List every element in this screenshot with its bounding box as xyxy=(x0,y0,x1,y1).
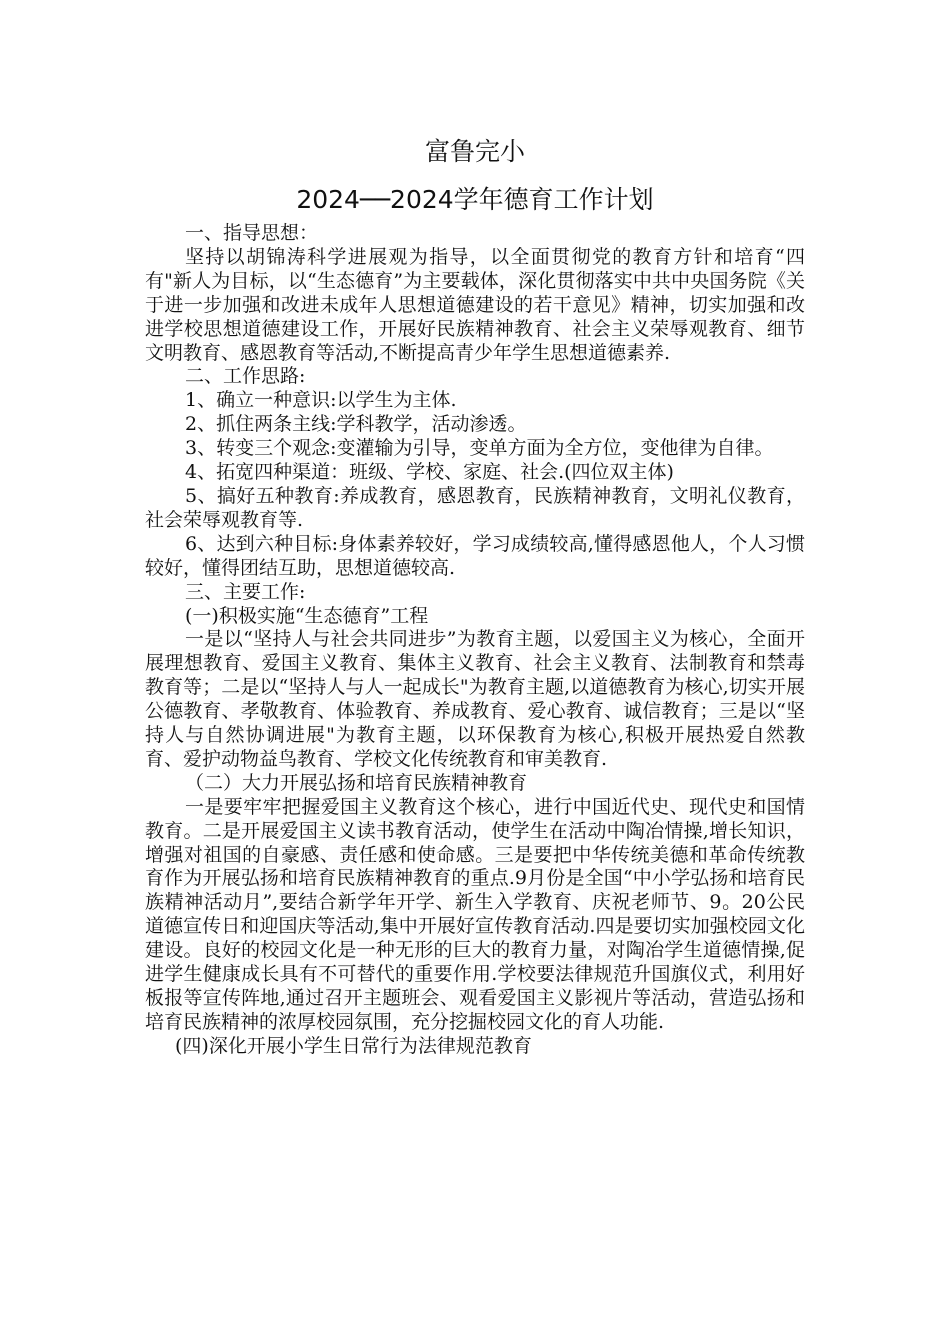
subsection-heading-eco-moral: (一)积极实施“生态德育”工程 xyxy=(185,604,429,627)
paragraph-national-spirit: 一是要牢牢把握爱国主义教育这个核心，进行中国近代史、现代史和国情教育。二是开展爱国主义读书教育活动，使学生在活动中陶冶情操,增长知识，增强对祖国的自豪感、责任感和使命感。三是要把中华传统美德和革命传统教育作为开展弘扬和培育民族精神教育的重点.9月份是全国“中小学弘扬和培育民族精神活动月”,要结合新学年开学、新生入学教育、庆祝老师节、9。20公民道德宣传日和迎国庆等活动,集中开展好宣传教育活动.四是要切实加强校园文化建设。良好的校园文化是一种无形的巨大的教育力量，对陶冶学生道德情操,促进学生健康成长具有不可替代的重要作用.学校要法律规范升国旗仪式，利用好板报等宣传阵地,通过召开主题班会、观看爱国主义影视片等活动，营造弘扬和培育民族精神的浓厚校园氛围，充分挖掘校园文化的育人功能. xyxy=(145,795,805,1033)
document-title: 富鲁完小 xyxy=(424,137,525,166)
subsection-heading-daily-behavior: (四)深化开展小学生日常行为法律规范教育 xyxy=(175,1034,532,1057)
document-body xyxy=(145,222,805,1059)
section-heading-guiding-ideology: 一、指导思想： xyxy=(185,222,319,244)
list-item-work-idea-6: 6、达到六种目标:身体素养较好，学习成绩较高,懂得感恩他人，个人习惯较好，懂得团结互助，思想道德较高. xyxy=(145,532,805,579)
list-item-work-idea-4: 4、拓宽四种渠道：班级、学校、家庭、社会.(四位双主体) xyxy=(185,461,674,484)
list-item-work-idea-3: 3、转变三个观念:变灌输为引导，变单方面为全方位，变他律为自律。 xyxy=(185,437,774,460)
list-item-work-idea-2: 2、抓住两条主线:学科教学，活动渗透。 xyxy=(185,413,527,436)
list-item-work-idea-1: 1、确立一种意识:以学生为主体. xyxy=(185,389,457,412)
paragraph-eco-moral: 一是以“坚持人与社会共同进步”为教育主题，以爱国主义为核心，全面开展理想教育、爱国主义教育、集体主义教育、社会主义教育、法制教育和禁毒教育等；二是以“坚持人与人一起成长"为教育主题,以道德教育为核心,切实开展公德教育、孝敬教育、体验教育、养成教育、爱心教育、诚信教育；三是以“坚持人与自然协调进展"为教育主题，以环保教育为核心,积极开展热爱自然教育、爱护动物益鸟教育、学校文化传统教育和审美教育. xyxy=(145,628,805,770)
section-heading-main-work: 三、主要工作: xyxy=(185,580,306,603)
paragraph-guiding-ideology: 坚持以胡锦涛科学进展观为指导，以全面贯彻党的教育方针和培育“四有"新人为目标，以“生态德育”为主要载体，深化贯彻落实中共中央国务院《关于进一步加强和改进未成年人思想道德建设的若干意见》精神，切实加强和改进学校思想道德建设工作，开展好民族精神教育、社会主义荣辱观教育、细节文明教育、感恩教育等活动,不断提高青少年学生思想道德素养. xyxy=(145,245,805,364)
document-subtitle: 2024──2024学年德育工作计划 xyxy=(296,185,654,214)
subsection-heading-national-spirit: （二）大力开展弘扬和培育民族精神教育 xyxy=(185,771,528,794)
section-heading-work-ideas: 二、工作思路: xyxy=(185,365,306,388)
list-item-work-idea-5: 5、搞好五种教育:养成教育，感恩教育，民族精神教育，文明礼仪教育，社会荣辱观教育等. xyxy=(145,484,805,531)
